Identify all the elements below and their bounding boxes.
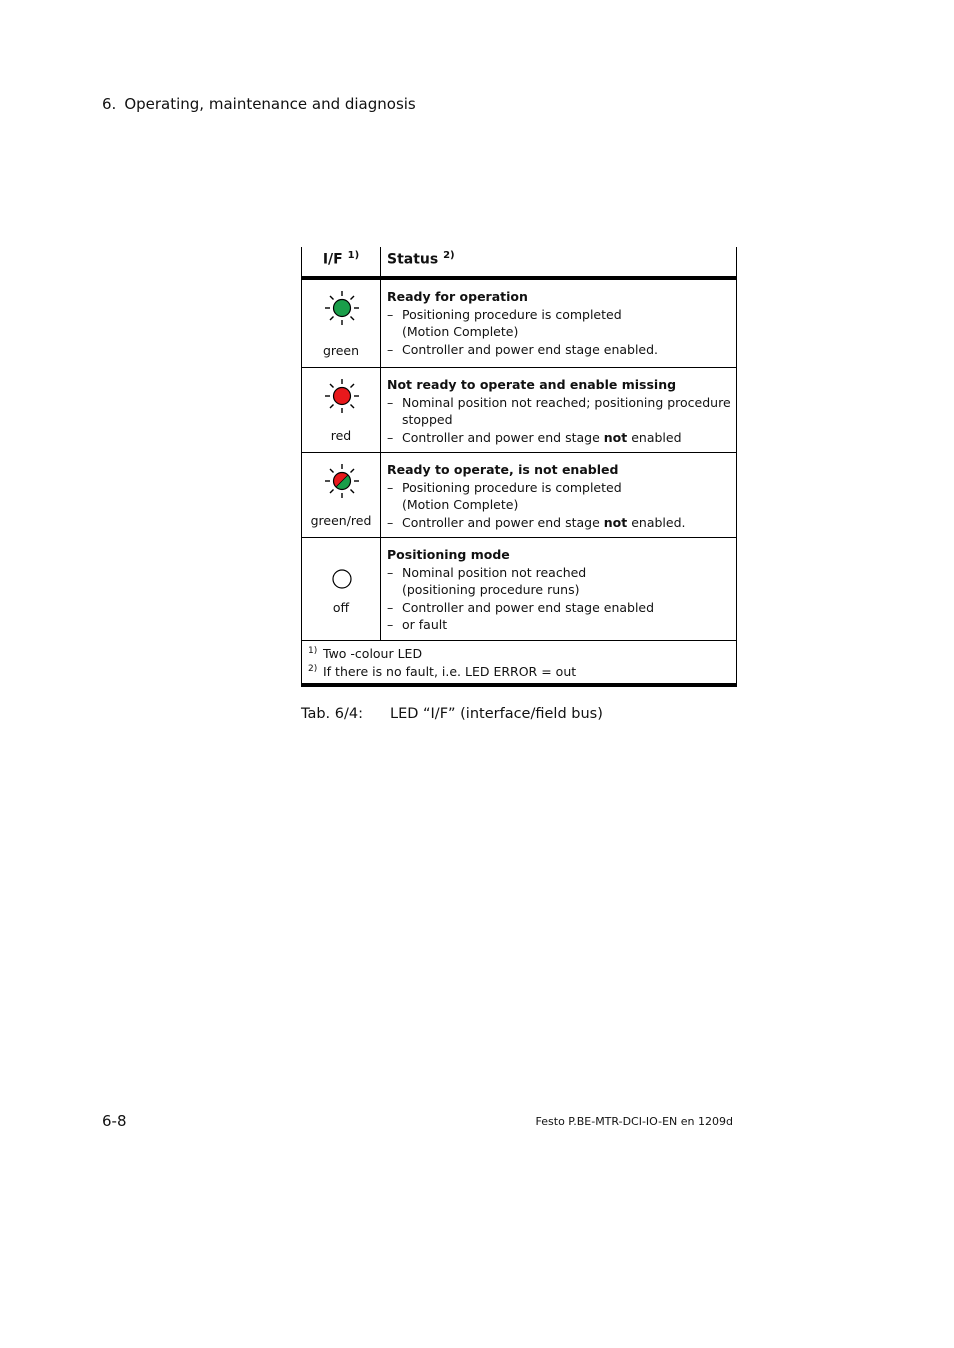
list-item: – Controller and power end stage not enabled <box>387 429 682 445</box>
led-label: green/red <box>310 513 372 528</box>
list-item: – Controller and power end stage enabled. <box>387 341 659 357</box>
list-item: (positioning procedure runs) <box>402 582 580 597</box>
list-item: – Nominal position not reached <box>387 564 587 580</box>
status-title: Not ready to operate and enable missing <box>387 377 677 392</box>
caption-text: LED “I/F” (interface/field bus) <box>390 706 603 722</box>
table-footnotes <box>302 641 737 686</box>
status-title: Ready for operation <box>387 289 528 304</box>
led-label: red <box>330 428 352 443</box>
list-item: (Motion Complete) <box>402 497 519 512</box>
table-row <box>302 368 737 453</box>
chapter-number: 6. <box>102 95 117 113</box>
list-item: – Nominal position not reached; positioning procedure <box>387 394 731 410</box>
list-item: (Motion Complete) <box>402 324 519 339</box>
led-green-red-icon <box>323 462 361 500</box>
status-cell <box>381 538 737 641</box>
list-item: – Controller and power end stage enabled <box>387 599 655 615</box>
footnote-ref-1: 1) <box>347 250 360 261</box>
led-off-icon <box>323 560 361 598</box>
col-if-header: I/F $^{1)}$ <box>302 247 381 278</box>
footnote: 2) If there is no fault, i.e. LED ERROR = out <box>308 663 577 679</box>
led-status-table <box>301 247 737 687</box>
table-row <box>302 453 737 538</box>
list-item: – Positioning procedure is completed <box>387 306 622 322</box>
chapter-heading <box>102 95 416 113</box>
footnote-ref-2: 2) <box>443 250 455 261</box>
status-cell <box>381 453 737 538</box>
page-number: 6-8 <box>102 1112 127 1130</box>
list-item: – or fault <box>387 617 448 632</box>
status-title: Ready to operate, is not enabled <box>387 462 619 477</box>
led-cell <box>302 278 381 368</box>
status-title: Positioning mode <box>387 547 510 562</box>
list-item: – Controller and power end stage not enabled. <box>387 514 686 530</box>
caption-label: Tab. 6/4: <box>301 706 363 722</box>
table-caption <box>301 706 603 722</box>
status-cell <box>381 278 737 368</box>
footnote: 1) Two -colour LED <box>308 646 423 661</box>
led-red-icon <box>323 377 361 415</box>
list-item: – Positioning procedure is completed <box>387 479 622 495</box>
list-item: stopped <box>402 412 453 427</box>
led-cell <box>302 368 381 453</box>
table-row <box>302 278 737 368</box>
led-cell <box>302 453 381 538</box>
col-status-header: Status $^{2)}$ <box>381 247 737 278</box>
chapter-title: Operating, maintenance and diagnosis <box>124 95 416 113</box>
table-row <box>302 538 737 641</box>
table-header-row <box>302 247 737 278</box>
led-green-icon <box>323 289 361 327</box>
led-label: off <box>332 600 350 615</box>
led-cell <box>302 538 381 641</box>
status-cell <box>381 368 737 453</box>
document-reference: Festo P.BE-MTR-DCI-IO-EN en 1209d <box>535 1115 733 1128</box>
led-label: green <box>322 343 360 358</box>
